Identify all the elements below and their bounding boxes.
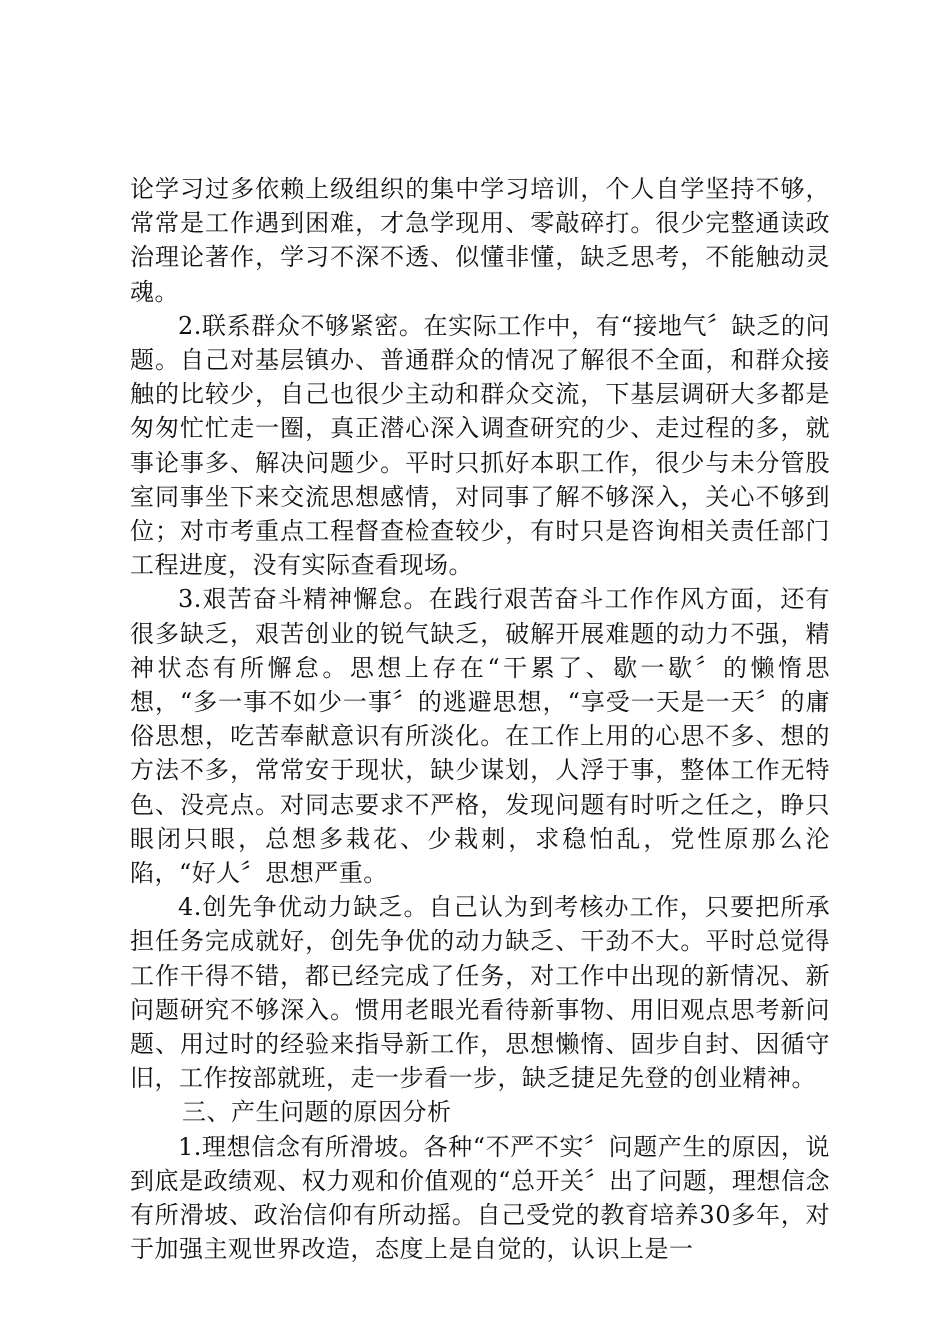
section-heading-cause-analysis: 三、产生问题的原因分析 <box>182 1098 452 1127</box>
document-page <box>130 172 830 1267</box>
paragraph-contact-masses: 2.联系群众不够紧密。在实际工作中，有“接地气〞缺乏的问题。自己对基层镇办、普通群众的情况了解很不全面，和群众接触的比较少，自己也很少主动和群众交流，下基层调研大多都是匆匆忙忙走一圈，真正潜心深入调查研究的少、走过程的多，就事论事多、解决问题少。平时只抓好本职工作，很少与未分管股室同事坐下来交流思想感情，对同事了解不够深入，关心不够到位；对市考重点工程督查检查较少，有时只是咨询相关责任部门工程进度，没有实际查看现场。 <box>130 311 830 580</box>
paragraph-ideals-beliefs: 1.理想信念有所滑坡。各种“不严不实〞问题产生的原因，说到底是政绩观、权力观和价值观的“总开关〞出了问题，理想信念有所滑坡、政治信仰有所动摇。自己受党的教育培养30多年，对于加强主观世界改造，态度上是自觉的，认识上是一 <box>130 1132 830 1264</box>
paragraph-study-continuation: 论学习过多依赖上级组织的集中学习培训，个人自学坚持不够，常常是工作遇到困难，才急学现用、零敲碎打。很少完整通读政治理论著作，学习不深不透、似懂非懂，缺乏思考，不能触动灵魂。 <box>130 175 830 306</box>
paragraph-strive-excellence: 4.创先争优动力缺乏。自己认为到考核办工作，只要把所承担任务完成就好，创先争优的动力缺乏、干劲不大。平时总觉得工作干得不错，都已经完成了任务，对工作中出现的新情况、新问题研究不够深入。惯用老眼光看待新事物、用旧观点思考新问题、用过时的经验来指导新工作，思想懒惰、固步自封、因循守旧，工作按部就班，走一步看一步，缺乏捷足先登的创业精神。 <box>130 893 830 1093</box>
paragraph-hard-work-spirit: 3.艰苦奋斗精神懈怠。在践行艰苦奋斗工作作风方面，还有很多缺乏，艰苦创业的锐气缺乏，破解开展难题的动力不强，精神状态有所懈怠。思想上存在“干累了、歇一歇〞的懒惰思想，“多一事不如少一事〞的逃避思想，“享受一天是一天〞的庸俗思想，吃苦奉献意识有所淡化。在工作上用的心思不多、想的方法不多，常常安于现状，缺少谋划，人浮于事，整体工作无特色、没亮点。对同志要求不严格，发现问题有时听之任之，睁只眼闭只眼，总想多栽花、少栽刺，求稳怕乱，党性原那么沦陷，“好人〞思想严重。 <box>130 585 830 888</box>
